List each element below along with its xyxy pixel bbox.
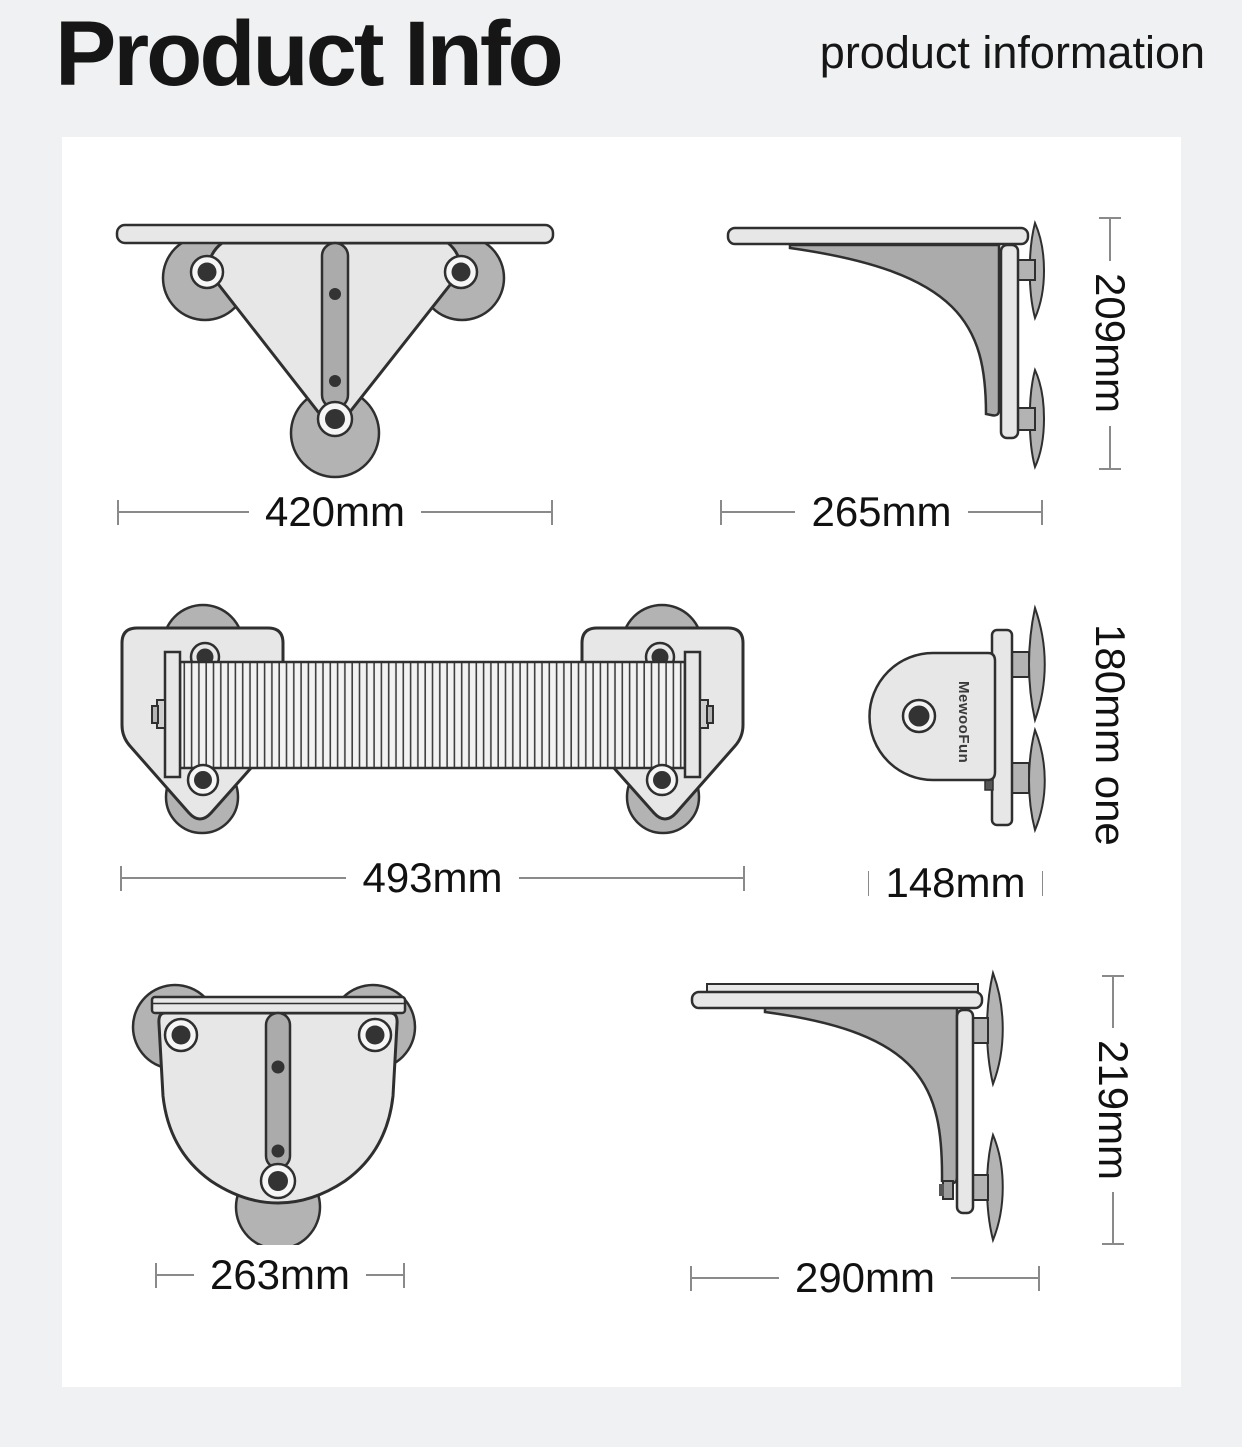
dimension-width-scratcher-front	[120, 854, 745, 901]
dim-line	[122, 877, 346, 879]
screw-hole	[325, 409, 345, 429]
bolt-tab	[939, 1184, 944, 1196]
suction-cup-profile	[987, 973, 1003, 1084]
cup-stem	[1017, 260, 1035, 280]
dim-label: 148mm	[885, 859, 1026, 906]
dim-line	[951, 1277, 1038, 1279]
screw-hole	[452, 263, 471, 282]
bolt-tab	[152, 706, 158, 723]
screw-hole	[268, 1171, 288, 1191]
figure-round-shelf-top-view	[125, 965, 445, 1245]
screw-hole	[272, 1061, 285, 1074]
dim-tick	[403, 1263, 405, 1288]
dimension-width-shelf-a-side	[720, 488, 1043, 535]
wall-plate	[1001, 245, 1018, 438]
dim-tick	[1042, 871, 1043, 896]
dim-label: 263mm	[209, 1251, 351, 1298]
sisal-rope-post	[180, 662, 685, 768]
dim-line	[421, 511, 551, 513]
dimension-width-shelf-a-top	[117, 488, 553, 535]
screw-hole	[172, 1026, 191, 1045]
suction-cup-profile	[987, 1135, 1003, 1240]
cup-stem	[1017, 408, 1035, 430]
screw-hole	[194, 771, 212, 789]
dim-label: 180mm one	[1087, 624, 1134, 846]
shelf-board	[152, 997, 405, 1013]
cup-stem	[972, 1175, 988, 1200]
dim-line	[692, 1277, 779, 1279]
figure-scratcher-end-view	[855, 600, 1055, 840]
dim-line	[366, 1274, 403, 1276]
dim-line	[1109, 426, 1111, 468]
cup-stem	[1012, 763, 1029, 793]
screw-hole	[329, 288, 341, 300]
screw-hole	[272, 1145, 285, 1158]
shelf-board	[692, 992, 982, 1008]
screw-hole	[329, 375, 341, 387]
suction-cup-profile	[1029, 730, 1045, 830]
figure-triangle-shelf-top-view	[110, 205, 560, 480]
screw-hole	[198, 263, 217, 282]
page-title: Product Info	[55, 3, 561, 105]
dim-line	[1109, 219, 1111, 261]
screw-hole	[366, 1026, 385, 1045]
dim-tick	[1038, 1266, 1040, 1291]
support-bracket	[790, 245, 999, 415]
dim-tick	[1041, 500, 1043, 525]
figure-shelf-side-view	[705, 210, 1055, 475]
figure-round-shelf-side-view	[685, 968, 1055, 1248]
dimension-height-shelf-a-side	[1085, 217, 1135, 470]
dim-tick	[551, 500, 553, 525]
dimension-width-shelf-b-side	[690, 1254, 1040, 1301]
dimension-height-shelf-b-side	[1088, 975, 1138, 1245]
support-bracket	[765, 1008, 957, 1183]
dim-line	[157, 1274, 194, 1276]
dim-label: 265mm	[811, 488, 952, 535]
clamp-bar	[165, 652, 180, 777]
dimension-width-scratcher-end	[868, 859, 1043, 906]
dim-label: 209mm	[1087, 273, 1134, 414]
dimension-width-shelf-b-top	[155, 1251, 405, 1298]
bolt-tab	[707, 706, 713, 723]
dim-line	[1112, 1192, 1114, 1243]
brand-text: MewooFun	[955, 681, 972, 764]
dim-tick	[1102, 1243, 1124, 1245]
dim-tick	[743, 866, 745, 891]
wall-plate	[957, 1010, 973, 1213]
screw-hole	[653, 771, 671, 789]
dimension-height-scratcher-end	[1085, 612, 1135, 846]
dim-label: 493mm	[362, 854, 503, 901]
dim-line	[968, 511, 1041, 513]
figure-scratcher-front-view	[115, 600, 750, 845]
shelf-board	[117, 225, 553, 243]
suction-cup-profile	[1029, 608, 1045, 720]
clamp-bar	[685, 652, 700, 777]
shelf-board	[728, 228, 1028, 244]
dim-label: 219mm	[1090, 1039, 1137, 1181]
cup-stem	[972, 1018, 988, 1043]
screw-hole	[909, 706, 930, 727]
dim-line	[722, 511, 795, 513]
bolt-tab	[943, 1181, 953, 1199]
dim-label: 420mm	[264, 488, 406, 535]
page-subtitle: product information	[819, 27, 1205, 78]
dim-tick	[1099, 468, 1121, 470]
dim-label: 290mm	[794, 1254, 936, 1301]
dim-line	[519, 877, 743, 879]
dim-line	[1112, 977, 1114, 1028]
cup-stem	[1012, 652, 1029, 677]
dim-line	[119, 511, 249, 513]
